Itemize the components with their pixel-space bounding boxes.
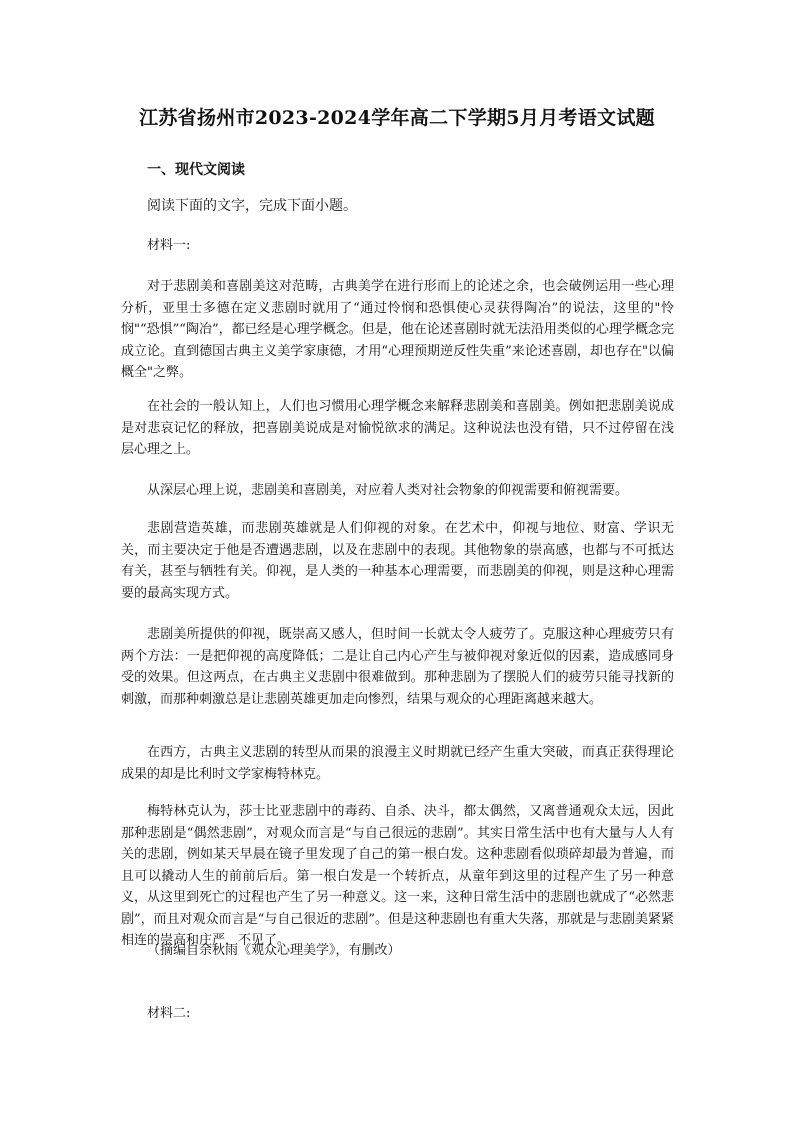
material-2-label: 材料二: <box>147 1006 191 1021</box>
paragraph-3: 从深层心理上说，悲剧美和喜剧美，对应着人类对社会物象的仰视需要和俯视需要。 <box>147 483 629 498</box>
source-note: （摘编自余秋雨《观众心理美学》，有删改） <box>147 943 401 958</box>
document-title: 江苏省扬州市2023-2024学年高二下学期5月月考语文试题 <box>139 107 655 129</box>
reading-instruction: 阅读下面的文字，完成下面小题。 <box>147 198 357 214</box>
paragraph-6: 在西方，古典主义悲剧的转型从而果的浪漫主义时期就已经产生重大突破，而真正获得理论成果的却是比利时文学家梅特林克。 <box>121 745 674 782</box>
paragraph-2: 在社会的一般认知上，人们也习惯用心理学概念来解释悲剧美和喜剧美。例如把悲剧美说成是对悲哀记忆的释放，把喜剧美说成是对愉悦欲求的满足。这种说法也没有错，只不过停留在浅层心理之上。 <box>121 399 674 457</box>
paragraph-1: 对于悲剧美和喜剧美这对范畴，古典美学在进行形而上的论述之余，也会破例运用一些心理分析，亚里士多德在定义悲剧时就用了“通过怜悯和恐惧使心灵获得陶冶”的说法，这里的"怜悯"“恐惧”“陶冶”，都已经是心理学概念。但是，他在论述喜剧时就无法沿用类似的心理学概念完成立论。直到德国古典主义美学家康德，才用“心理预期逆反性失重”来论述喜剧，却也存在"以偏概全"之弊。 <box>121 279 674 380</box>
paragraph-4: 悲剧营造英雄，而悲剧英雄就是人们仰视的对象。在艺术中，仰视与地位、财富、学识无关，而主要决定于他是否遭遇悲剧，以及在悲剧中的表现。其他物象的崇高感，也都与不可抵达有关，甚至与牺牲有关。仰视，是人类的一种基本心理需要，而悲剧美的仰视，则是这种心理需要的最高实现方式。 <box>121 521 674 601</box>
material-1-label: 材料一: <box>147 238 191 253</box>
paragraph-5: 悲剧美所提供的仰视，既崇高又感人，但时间一长就太令人疲劳了。克服这种心理疲劳只有两个方法：一是把仰视的高度降低；二是让自己内心产生与被仰视对象近似的因素，造成感同身受的效果。但这两点，在古典主义悲剧中很难做到。那种悲剧为了摆脱人们的疲劳只能寻找新的刺激，而那种刺激总是让悲剧英雄更加走向惨烈，结果与观众的心理距离越来越大。 <box>121 627 674 707</box>
section-heading: 一、现代文阅读 <box>147 162 245 178</box>
paragraph-7: 梅特林克认为，莎士比亚悲剧中的毒药、自杀、决斗，都太偶然，又离普通观众太远，因此那种悲剧是“偶然悲剧”，对观众而言是“与自己很远的悲剧”。其实日常生活中也有大量与人人有关的悲剧，例如某天早晨在镜子里发现了自己的第一根白发。这种悲剧看似琐碎却最为普遍，而且可以撬动人生的前前后后。第一根白发是一个转折点，从童年到这里的过程产生了另一种意义，从这里到死亡的过程也产生了另一种意义。这一来，这种日常生活中的悲剧也就成了“必然悲剧”，而且对观众而言是“与自己很近的悲剧”。但是这种悲剧也有重大失落，那就是与悲剧美紧紧相连的崇高和庄严，不见了。 <box>121 804 674 948</box>
